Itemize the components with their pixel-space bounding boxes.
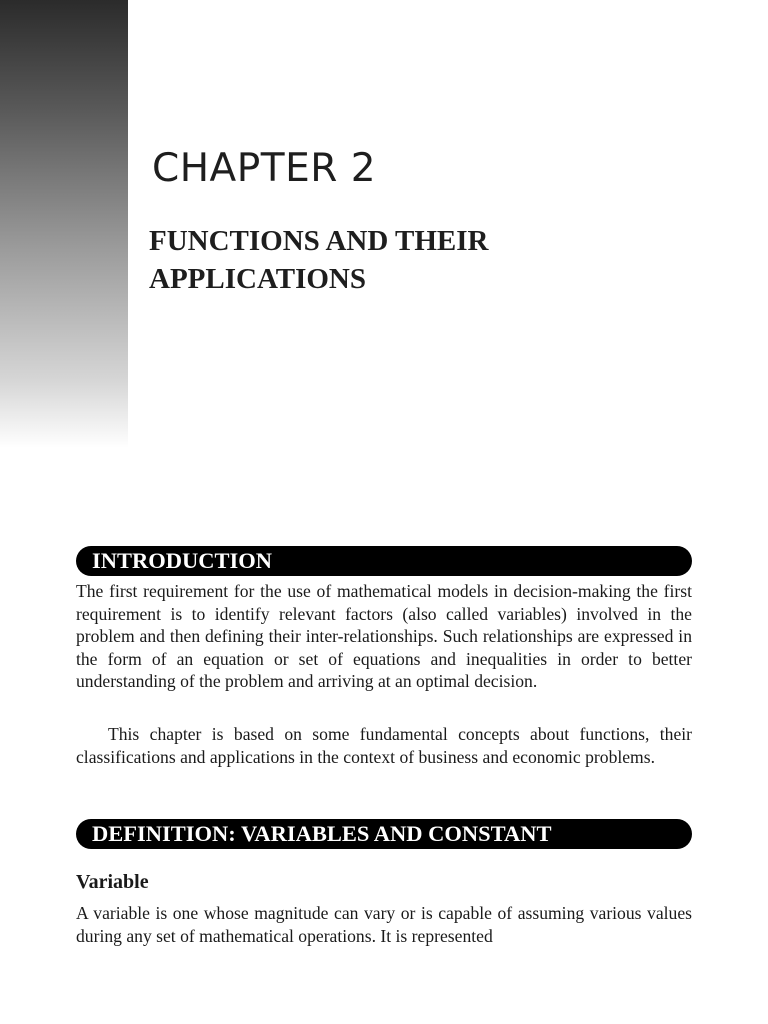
chapter-title (149, 222, 488, 298)
chapter-title-line-1: FUNCTIONS AND THEIR (149, 225, 489, 257)
subheading-variable: Variable (76, 871, 149, 893)
section-heading-introduction: INTRODUCTION (76, 546, 692, 576)
introduction-paragraph-2: This chapter is based on some fundamental concepts about functions, their classifications and applications in the context of business and economic problems. (76, 724, 692, 767)
introduction-paragraph-1: The first requirement for the use of mathematical models in decision-making the first requirement is to identify relevant factors (also called variables) involved in the problem and then defining their inter-relationships. Such relationships are expressed in the form of an equation or set of equations and inequalities in order to better understanding of the problem and arriving at an optimal decision. (76, 581, 692, 691)
chapter-number: CHAPTER 2 (152, 146, 377, 191)
variable-definition-paragraph: A variable is one whose magnitude can vary or is capable of assuming various values during any set of mathematical operations. It is represented (76, 903, 692, 946)
chapter-title-line-2: APPLICATIONS (149, 263, 366, 295)
decorative-gradient-bar (0, 0, 128, 448)
section-heading-definition: DEFINITION: VARIABLES AND CONSTANT (76, 819, 692, 849)
